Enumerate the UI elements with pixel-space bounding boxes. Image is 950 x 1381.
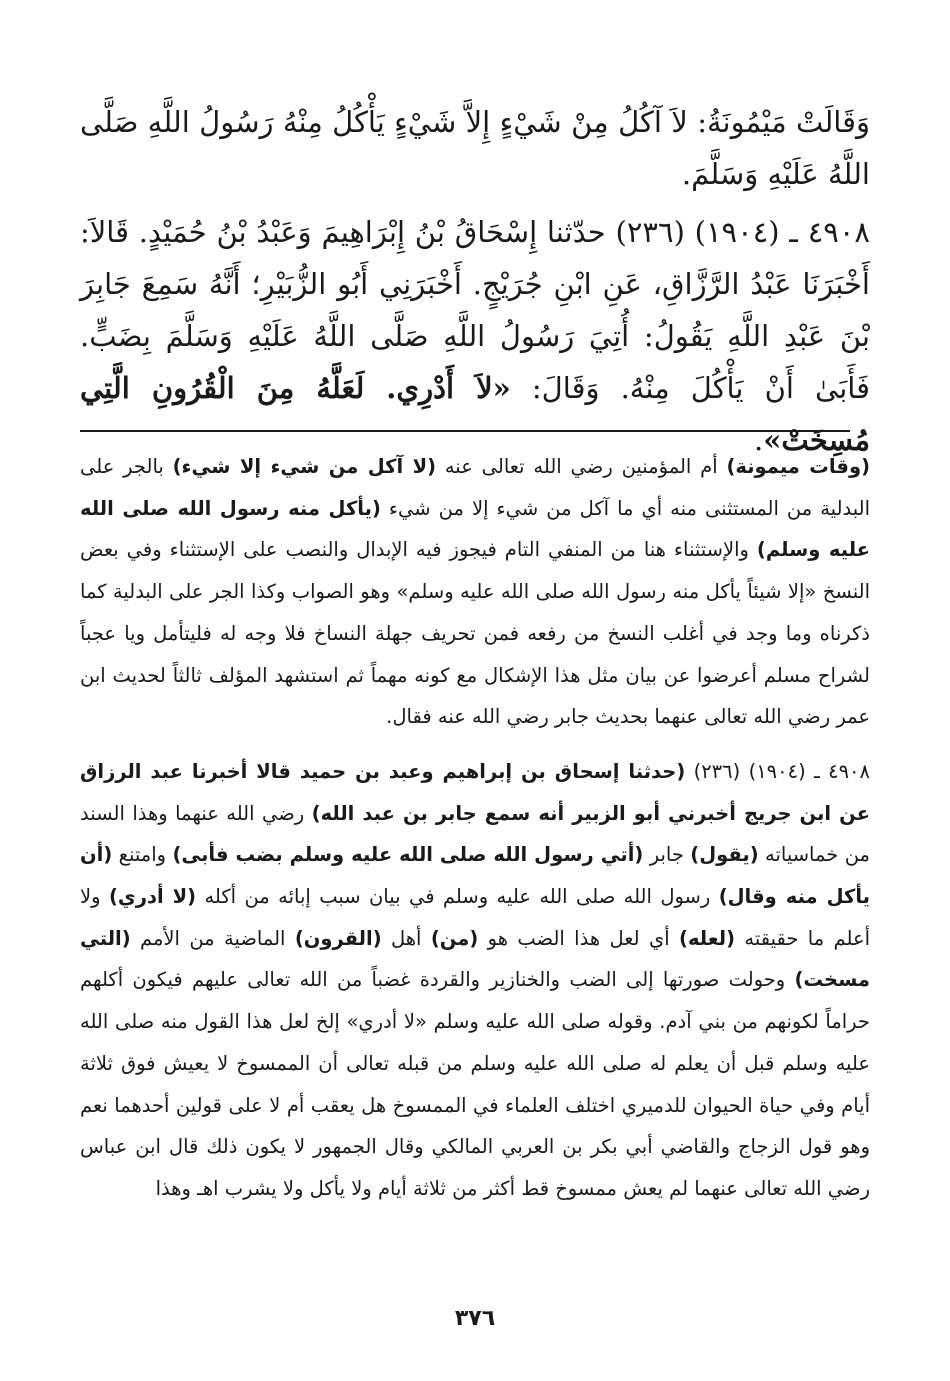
matn-block xyxy=(80,96,870,466)
commentary-quoted-text: (من) xyxy=(430,926,479,950)
matn-isnad: ٤٩٠٨ ـ (١٩٠٤) (٢٣٦) حدّثنا إِسْحَاقُ بْنُ إِبْرَاهِيمَ وَعَبْدُ بْنُ حُمَيْدٍ. قَالاَ: أَخْبَرَنَا عَبْدُ الرَّزَّاقِ، عَنِ ابْنِ جُرَيْجٍ. أَخْبَرَنِي أَبُو الزُّبَيْرِ؛ أَنَّهُ سَمِعَ جَابِرَ بْنَ عَبْدِ اللَّهِ يَقُولُ: أُتِيَ رَسُولُ اللَّهِ صَلَّى اللَّهُ عَلَيْهِ وَسَلَّمَ بِضَبٍّ. فَأَبَىٰ أَنْ يَأْكُلَ مِنْهُ. وَقَالَ: xyxy=(80,215,870,405)
commentary-quoted-text: (لعله) xyxy=(679,926,735,950)
commentary-text: أي لعل هذا الضب هو xyxy=(478,926,680,950)
page-number: ٣٧٦ xyxy=(454,1306,496,1331)
commentary-text: وامتنع xyxy=(112,843,173,867)
commentary-quoted-text: (أتي رسول الله صلى الله عليه وسلم بضب فأبى) xyxy=(172,843,644,867)
commentary-text: بالجر على البدلية من المستثنى منه أي ما آكل من شيء إلا من شيء xyxy=(80,455,870,520)
commentary-text: وحولت صورتها إلى الضب والخنازير والقردة غضباً من الله تعالى عليهم فيكون أكلهم حراماً لكونهم من بني آدم. وقوله صلى الله عليه وسلم «لا أدري» إلخ لعل هذا القول منه صلى الله عليه وسلم قبل أن يعلم له صلى الله عليه وسلم من قبله تعالى أن الممسوخ لا يعيش فوق ثلاثة أيام وفي حياة الحيوان للدميري اختلف العلماء في الممسوخ هل يعقب أم لا على قولين أحدهما نعم وهو قول الزجاج والقاضي أبي بكر بن العربي المالكي وقال الجمهور لا يكون ذلك قال ابن عباس رضي الله تعالى عنهما لم يعش ممسوخ قط أكثر من ثلاثة أيام ولا يأكل ولا يشرب اهـ وهذا xyxy=(80,968,870,1200)
matn-paragraph-4908 xyxy=(80,206,870,466)
commentary-paragraph-maymuna xyxy=(80,446,870,738)
commentary-block xyxy=(80,446,870,1210)
commentary-text: أم المؤمنين رضي الله تعالى عنه xyxy=(436,455,727,478)
matn-paragraph-maymuna: وَقَالَتْ مَيْمُونَةُ: لاَ آكُلُ مِنْ شَيْءٍ إِلاَّ شَيْءٍ يَأْكُلُ مِنْهُ رَسُولُ اللَّهِ صَلَّى اللَّهُ عَلَيْهِ وَسَلَّمَ. xyxy=(80,105,870,191)
commentary-text: رضي الله عنهما وهذا السند من خماسياته xyxy=(80,801,870,867)
matn-end-mark: . xyxy=(754,423,764,457)
commentary-quoted-text: (التي مسخت) xyxy=(80,926,870,992)
commentary-text: جابر xyxy=(643,843,691,867)
matn-prophet-quote: «لاَ أَدْرِي. لَعَلَّهُ مِنَ الْقُرُونِ الَّتِي مُسِخَتْ» xyxy=(80,371,870,457)
footnote-divider xyxy=(80,430,850,432)
commentary-quoted-text: (حدثنا إسحاق بن إبراهيم وعبد بن حميد قالا أخبرنا عبد الرزاق عن ابن جريج أخبرني أبو الزبير أنه سمع جابر بن عبد الله) xyxy=(80,759,870,825)
commentary-text: والإستثناء هنا من المنفي التام فيجوز فيه الإبدال والنصب على الإستثناء وفي بعض النسخ «إلا شيئاً يأكل منه رسول الله صلى الله عليه وسلم» وهو الصواب وكذا الجر على البدلية كما ذكرناه وما وجد في أغلب النسخ من رفعه فمن تحريف جهلة النساخ فلا وجه له فليتأمل ويا عجباً لشراح مسلم أعرضوا عن بيان مثل هذا الإشكال مع كونه مهماً ثم استشهد المؤلف ثالثاً لحديث ابن عمر رضي الله تعالى عنهما بحديث جابر رضي الله عنه فقال. xyxy=(80,538,870,729)
commentary-quoted-text: (يقول) xyxy=(690,843,759,867)
commentary-text: ٤٩٠٨ ـ (١٩٠٤) (٢٣٦) xyxy=(685,759,870,783)
hadith-text xyxy=(80,96,870,466)
commentary-quoted-text: (وقات ميمونة) xyxy=(726,455,870,478)
commentary-text: ولا أعلم ما حقيقته xyxy=(80,885,871,950)
commentary-text: الماضية من الأمم xyxy=(130,926,295,950)
commentary-quoted-text: (لا أدري) xyxy=(108,885,197,909)
commentary-quoted-text: (لا آكل من شيء إلا شيء) xyxy=(172,455,437,478)
commentary-quoted-text: (القرون) xyxy=(294,926,382,950)
commentary-quoted-text: (يأكل منه رسول الله صلى الله عليه وسلم) xyxy=(80,496,870,562)
commentary-text: رسول الله صلى الله عليه وسلم في بيان سبب إبائه من أكله xyxy=(196,885,719,909)
commentary-paragraph-4908 xyxy=(80,751,870,1210)
commentary-text: أهل xyxy=(381,926,431,950)
commentary-quoted-text: (أن يأكل منه وقال) xyxy=(80,843,870,909)
